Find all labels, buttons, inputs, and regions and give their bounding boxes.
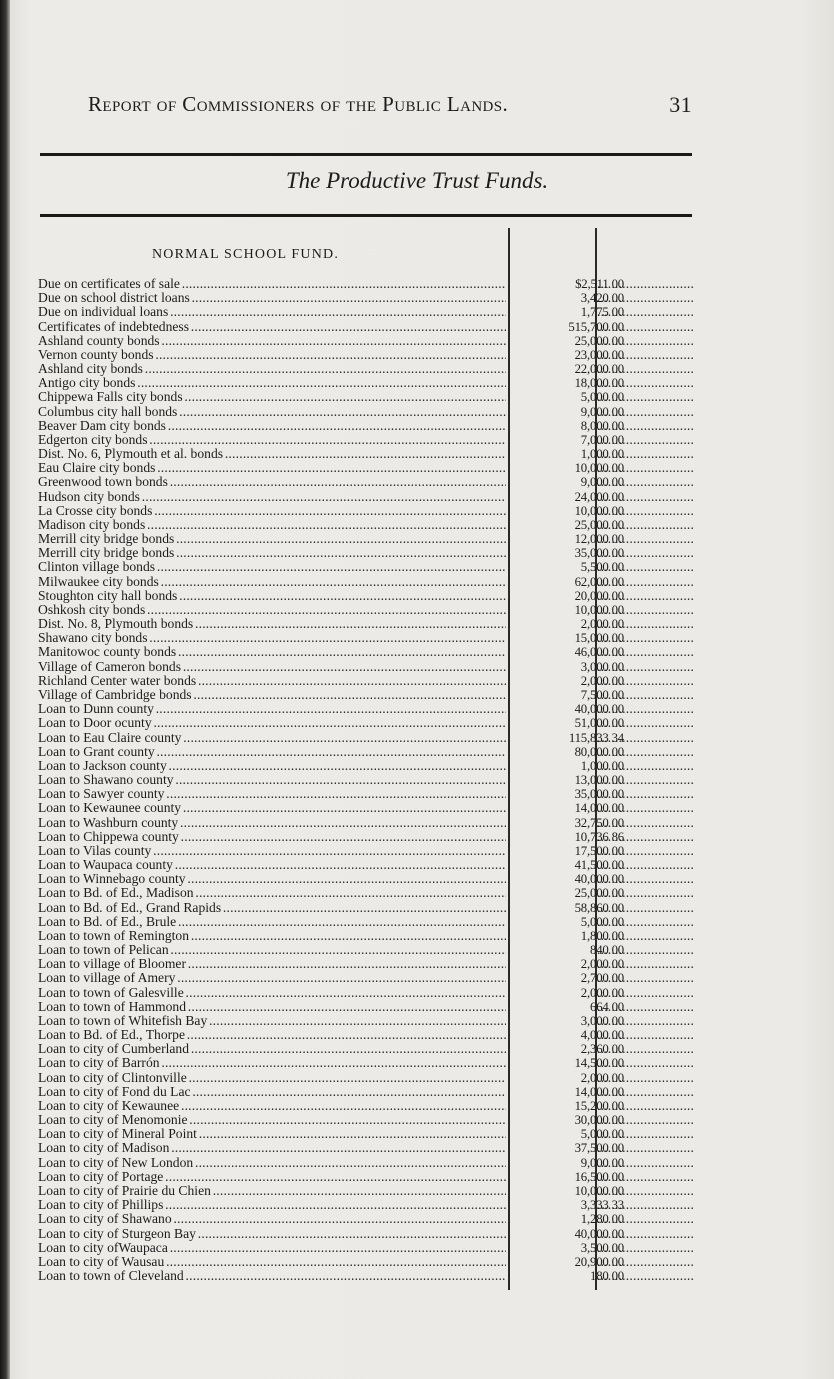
row-label: Loan to Shawano county . . . (38, 773, 506, 787)
row-label: Loan to town of Hammond . . . (38, 1000, 506, 1014)
row-amount: 46,000 00 (574, 645, 624, 660)
empty-column-leader (597, 1227, 693, 1241)
row-amount: 1,280 00 (580, 1212, 624, 1227)
row-label: Dist. No. 8, Plymouth bonds . . . (38, 617, 506, 631)
table-row (38, 405, 698, 419)
empty-column-leader (597, 603, 693, 617)
row-label: Merrill city bridge bonds . . . (38, 532, 506, 546)
table-row (38, 702, 698, 716)
table-row (38, 858, 698, 872)
row-label: Due on school district loans . . . (38, 291, 506, 305)
table-row (38, 957, 698, 971)
table-row (38, 560, 698, 574)
empty-column-leader (597, 716, 693, 730)
empty-column-leader (597, 872, 693, 886)
row-label: Loan to Dunn county . . . (38, 702, 506, 716)
page-number: 31 (669, 92, 692, 117)
empty-column-leader (597, 1000, 693, 1014)
empty-column-leader (597, 1141, 693, 1155)
empty-column-leader (597, 731, 693, 745)
row-amount: 4,000 00 (580, 1028, 624, 1043)
table-row (38, 518, 698, 532)
row-amount: 40,000 00 (574, 872, 624, 887)
row-label: Beaver Dam city bonds . . . (38, 419, 506, 433)
table-row (38, 376, 698, 390)
table-row (38, 1099, 698, 1113)
empty-column-leader (597, 291, 693, 305)
table-row (38, 1227, 698, 1241)
table-row (38, 461, 698, 475)
empty-column-leader (597, 376, 693, 390)
table-row (38, 433, 698, 447)
empty-column-leader (597, 560, 693, 574)
row-amount: 9,000 00 (580, 1155, 624, 1170)
empty-column-leader (597, 1198, 693, 1212)
row-amount: 2,000 00 (580, 957, 624, 972)
table-row (38, 277, 698, 291)
row-amount: 80,000 00 (574, 744, 624, 759)
row-amount: 25,000 00 (574, 886, 624, 901)
row-amount: 32,750 00 (574, 815, 624, 830)
empty-column-leader (597, 1099, 693, 1113)
row-amount: 2,360 00 (580, 1042, 624, 1057)
report-title: Report of Commissioners of the Public Lands. (88, 92, 509, 116)
table-row (38, 801, 698, 815)
row-label: Hudson city bonds . . . (38, 490, 506, 504)
table-row (38, 390, 698, 404)
row-label: Merrill city bridge bonds . . . (38, 546, 506, 560)
empty-column-leader (597, 390, 693, 404)
row-amount: 15,000 00 (574, 631, 624, 646)
empty-column-leader (597, 320, 693, 334)
row-amount: 40,000 00 (574, 702, 624, 717)
row-label: Certificates of indebtedness . . . (38, 320, 506, 334)
row-amount: 25,000 00 (574, 333, 624, 348)
row-label: Loan to Bd. of Ed., Grand Rapids . . . (38, 901, 506, 915)
row-amount: 10,736 86 (574, 829, 624, 844)
table-row (38, 731, 698, 745)
empty-column-leader (597, 1212, 693, 1226)
row-label: Loan to city of Prairie du Chien . . . (38, 1184, 506, 1198)
row-label: Loan to city of Phillips . . . (38, 1198, 506, 1212)
empty-column-leader (597, 1170, 693, 1184)
row-amount: 3,000 00 (580, 1013, 624, 1028)
row-label: Loan to town of Cleveland . . . (38, 1269, 506, 1283)
table-row (38, 320, 698, 334)
empty-column-leader (597, 490, 693, 504)
table-row (38, 986, 698, 1000)
table-row (38, 901, 698, 915)
row-amount: 20,000 00 (574, 588, 624, 603)
empty-column-leader (597, 1113, 693, 1127)
row-amount: 41,500 00 (574, 858, 624, 873)
row-label: Loan to city of Kewaunee . . . (38, 1099, 506, 1113)
row-amount: 1,775 00 (580, 305, 624, 320)
empty-column-leader (597, 504, 693, 518)
row-label: Loan to city of Portage . . . (38, 1170, 506, 1184)
empty-column-leader (597, 405, 693, 419)
table-row (38, 1085, 698, 1099)
row-label: Loan to city of Menomonie . . . (38, 1113, 506, 1127)
row-amount: 62,000 00 (574, 574, 624, 589)
table-row (38, 1170, 698, 1184)
table-row (38, 1113, 698, 1127)
row-amount: 5,000 00 (580, 1127, 624, 1142)
row-amount: 20,900 00 (574, 1254, 624, 1269)
table-row (38, 1255, 698, 1269)
table-row (38, 603, 698, 617)
row-amount: 23,000 00 (574, 347, 624, 362)
table-row (38, 1198, 698, 1212)
row-label: Eau Claire city bonds . . . (38, 461, 506, 475)
empty-column-leader (597, 589, 693, 603)
table-row (38, 504, 698, 518)
row-amount: 2,000 00 (580, 1070, 624, 1085)
table-row (38, 787, 698, 801)
row-amount: 58,860 00 (574, 900, 624, 915)
table-row (38, 660, 698, 674)
row-label: Loan to village of Bloomer . . . (38, 957, 506, 971)
row-label: Richland Center water bonds . . . (38, 674, 506, 688)
empty-column-leader (597, 1042, 693, 1056)
empty-column-leader (597, 1156, 693, 1170)
row-amount: 3,420 00 (580, 291, 624, 306)
row-label: Loan to city of Cumberland . . . (38, 1042, 506, 1056)
row-label: Dist. No. 6, Plymouth et al. bonds . . . (38, 447, 506, 461)
row-amount: 51,000 00 (574, 716, 624, 731)
empty-column-leader (597, 645, 693, 659)
empty-column-leader (597, 759, 693, 773)
row-amount: 3,000 00 (580, 659, 624, 674)
row-amount: 14,000 00 (574, 1084, 624, 1099)
row-label: Due on certificates of sale . . . (38, 277, 506, 291)
row-label: Manitowoc county bonds . . . (38, 645, 506, 659)
row-amount: 8,000 00 (580, 418, 624, 433)
row-amount: 1,000 00 (580, 447, 624, 462)
section-subtitle: The Productive Trust Funds. (285, 168, 549, 193)
table-row (38, 305, 698, 319)
table-row (38, 617, 698, 631)
table-row (38, 745, 698, 759)
row-label: Stoughton city hall bonds . . . (38, 589, 506, 603)
empty-column-leader (597, 419, 693, 433)
row-amount: 18,000 00 (574, 376, 624, 391)
row-amount: 2,000 00 (580, 673, 624, 688)
table-row (38, 546, 698, 560)
empty-column-leader (597, 688, 693, 702)
table-row (38, 1156, 698, 1170)
row-amount: 7,500 00 (580, 687, 624, 702)
empty-column-leader (597, 1014, 693, 1028)
row-label: Clinton village bonds . . . (38, 560, 506, 574)
table-row (38, 1141, 698, 1155)
empty-column-leader (597, 334, 693, 348)
row-label: Loan to Bd. of Ed., Thorpe . . . (38, 1028, 506, 1042)
empty-column-leader (597, 801, 693, 815)
row-label: Loan to Vilas county . . . (38, 844, 506, 858)
empty-column-leader (597, 1028, 693, 1042)
table-row (38, 1028, 698, 1042)
empty-column-leader (597, 858, 693, 872)
table-row (38, 1056, 698, 1070)
table-row (38, 929, 698, 943)
row-amount: 14,500 00 (574, 1056, 624, 1071)
row-label: Loan to Waupaca county . . . (38, 858, 506, 872)
table-row (38, 334, 698, 348)
row-amount: 10,000 00 (574, 602, 624, 617)
table-row (38, 1000, 698, 1014)
row-amount: 7,000 00 (580, 432, 624, 447)
row-amount: 35,000 00 (574, 787, 624, 802)
row-label: Edgerton city bonds . . . (38, 433, 506, 447)
row-amount: 24,000 00 (574, 489, 624, 504)
empty-column-leader (597, 957, 693, 971)
table-row (38, 1212, 698, 1226)
empty-column-leader (597, 277, 693, 291)
empty-column-leader (597, 886, 693, 900)
empty-column-leader (597, 674, 693, 688)
row-amount: 40,000 00 (574, 1226, 624, 1241)
empty-column-leader (597, 773, 693, 787)
table-row (38, 447, 698, 461)
row-amount: 10,000 00 (574, 461, 624, 476)
table-row (38, 1184, 698, 1198)
table-row (38, 532, 698, 546)
empty-column-leader (597, 1255, 693, 1269)
row-label: Loan to village of Amery . . . (38, 971, 506, 985)
row-label: Loan to city of Sturgeon Bay . . . (38, 1227, 506, 1241)
empty-column-leader (597, 631, 693, 645)
row-label: Ashland county bonds . . . (38, 334, 506, 348)
empty-column-leader (597, 532, 693, 546)
top-rule (40, 153, 692, 156)
row-label: Loan to Kewaunee county . . . (38, 801, 506, 815)
row-amount: 2,700 00 (580, 971, 624, 986)
empty-column-leader (597, 830, 693, 844)
empty-column-leader (597, 986, 693, 1000)
table-row (38, 674, 698, 688)
empty-column-leader (597, 816, 693, 830)
table-row (38, 631, 698, 645)
row-amount: 3,500 00 (580, 1240, 624, 1255)
row-amount: 17,500 00 (574, 843, 624, 858)
table-row (38, 971, 698, 985)
empty-column-leader (597, 1085, 693, 1099)
row-amount: 2,000 00 (580, 985, 624, 1000)
table-row (38, 1269, 698, 1283)
table-row (38, 886, 698, 900)
row-label: Loan to city of Barrón . . . (38, 1056, 506, 1070)
empty-column-leader (597, 546, 693, 560)
row-amount: 5,000 00 (580, 914, 624, 929)
row-label: Loan to city of New London . . . (38, 1156, 506, 1170)
row-label: Loan to Winnebago county . . . (38, 872, 506, 886)
table-row (38, 1241, 698, 1255)
row-label: Loan to Chippewa county . . . (38, 830, 506, 844)
row-amount: 9,000 00 (580, 404, 624, 419)
table-row (38, 716, 698, 730)
row-label: Milwaukee city bonds . . . (38, 575, 506, 589)
fund-ledger-table (38, 277, 698, 1283)
table-row (38, 645, 698, 659)
row-label: Loan to Grant county . . . (38, 745, 506, 759)
row-label: Greenwood town bonds . . . (38, 475, 506, 489)
empty-column-leader (597, 971, 693, 985)
empty-column-leader (597, 1056, 693, 1070)
empty-column-leader (597, 362, 693, 376)
row-label: Loan to city ofWaupaca . . . (38, 1241, 506, 1255)
table-row (38, 1127, 698, 1141)
table-row (38, 1071, 698, 1085)
row-amount: 1,000 00 (580, 758, 624, 773)
row-amount: 35,000 00 (574, 546, 624, 561)
row-amount: 12,000 00 (574, 532, 624, 547)
row-label: Madison city bonds . . . (38, 518, 506, 532)
row-label: Loan to Bd. of Ed., Brule . . . (38, 915, 506, 929)
row-label: Loan to town of Pelican . . . (38, 943, 506, 957)
row-amount: 1,800 00 (580, 928, 624, 943)
row-label: Shawano city bonds . . . (38, 631, 506, 645)
row-label: Loan to town of Whitefish Bay . . . (38, 1014, 506, 1028)
empty-column-leader (597, 617, 693, 631)
running-header (88, 92, 692, 122)
row-label: Loan to town of Galesville . . . (38, 986, 506, 1000)
row-label: Loan to city of Clintonville . . . (38, 1071, 506, 1085)
empty-column-leader (597, 787, 693, 801)
empty-column-leader (597, 1269, 693, 1283)
table-row (38, 291, 698, 305)
empty-column-leader (597, 433, 693, 447)
empty-column-leader (597, 1184, 693, 1198)
row-amount: $2,511 00 (575, 277, 624, 291)
row-label: Loan to Sawyer county . . . (38, 787, 506, 801)
row-label: Village of Cameron bonds . . . (38, 660, 506, 674)
row-amount: 115,833 34 (568, 730, 624, 745)
row-label: Loan to Jackson county . . . (38, 759, 506, 773)
row-label: Loan to Washburn county . . . (38, 816, 506, 830)
empty-column-leader (597, 745, 693, 759)
empty-column-leader (597, 943, 693, 957)
row-amount: 10,000 00 (574, 503, 624, 518)
table-row (38, 688, 698, 702)
table-row (38, 830, 698, 844)
row-label: Loan to city of Madison . . . (38, 1141, 506, 1155)
row-label: Loan to Bd. of Ed., Madison . . . (38, 886, 506, 900)
row-amount: 37,500 00 (574, 1141, 624, 1156)
row-label: Loan to city of Wausau . . . (38, 1255, 506, 1269)
empty-column-leader (597, 518, 693, 532)
table-row (38, 419, 698, 433)
row-label: Loan to town of Remington . . . (38, 929, 506, 943)
row-amount: 2,000 00 (580, 617, 624, 632)
table-row (38, 475, 698, 489)
table-row (38, 490, 698, 504)
row-label: Antigo city bonds . . . (38, 376, 506, 390)
table-row (38, 589, 698, 603)
table-row (38, 943, 698, 957)
table-row (38, 915, 698, 929)
row-label: Loan to city of Shawano . . . (38, 1212, 506, 1226)
table-row (38, 759, 698, 773)
fund-title: NORMAL SCHOOL FUND. (152, 247, 340, 262)
row-label: Vernon county bonds . . . (38, 348, 506, 362)
empty-column-leader (597, 915, 693, 929)
table-row (38, 844, 698, 858)
row-amount: 3,333 33 (580, 1198, 624, 1213)
empty-column-leader (597, 660, 693, 674)
row-label: Chippewa Falls city bonds . . . (38, 390, 506, 404)
row-label: Oshkosh city bonds . . . (38, 603, 506, 617)
row-label: Ashland city bonds . . . (38, 362, 506, 376)
row-amount: 30,000 00 (574, 1113, 624, 1128)
table-row (38, 348, 698, 362)
table-row (38, 872, 698, 886)
row-amount: 16,500 00 (574, 1169, 624, 1184)
empty-column-leader (597, 447, 693, 461)
empty-column-leader (597, 305, 693, 319)
row-amount: 9,000 00 (580, 475, 624, 490)
row-amount: 25,000 00 (574, 517, 624, 532)
table-row (38, 362, 698, 376)
row-label: Loan to Door ocunty . . . (38, 716, 506, 730)
row-label: Loan to city of Fond du Lac . . . (38, 1085, 506, 1099)
table-row (38, 1014, 698, 1028)
empty-column-leader (597, 929, 693, 943)
row-label: Loan to Eau Claire county . . . (38, 731, 506, 745)
empty-column-leader (597, 348, 693, 362)
empty-column-leader (597, 901, 693, 915)
row-label: Village of Cambridge bonds . . . (38, 688, 506, 702)
empty-column-leader (597, 1127, 693, 1141)
page-binding-shadow (0, 0, 10, 1379)
row-amount: 180 00 (590, 1269, 624, 1284)
row-amount: 515,700 00 (568, 319, 624, 334)
row-amount: 22,000 00 (574, 362, 624, 377)
row-amount: 10,000 00 (574, 1184, 624, 1198)
row-label: Due on individual loans . . . (38, 305, 506, 319)
row-label: Columbus city hall bonds . . . (38, 405, 506, 419)
empty-column-leader (597, 702, 693, 716)
row-label: Loan to city of Mineral Point . . . (38, 1127, 506, 1141)
empty-column-leader (597, 461, 693, 475)
table-row (38, 773, 698, 787)
row-amount: 15,200 00 (574, 1098, 624, 1113)
row-label: La Crosse city bonds . . . (38, 504, 506, 518)
row-amount: 5,000 00 (580, 390, 624, 405)
empty-column-leader (597, 575, 693, 589)
row-amount: 13,000 00 (574, 773, 624, 788)
row-amount: 5,500 00 (580, 560, 624, 575)
table-row (38, 816, 698, 830)
empty-column-leader (597, 1071, 693, 1085)
row-amount: 14,000 00 (574, 801, 624, 816)
empty-column-leader (597, 844, 693, 858)
bottom-rule (40, 214, 692, 217)
row-amount: 840 00 (590, 943, 624, 958)
empty-column-leader (597, 1241, 693, 1255)
table-row (38, 1042, 698, 1056)
table-row (38, 575, 698, 589)
empty-column-leader (597, 475, 693, 489)
row-amount: 664 00 (590, 999, 624, 1014)
